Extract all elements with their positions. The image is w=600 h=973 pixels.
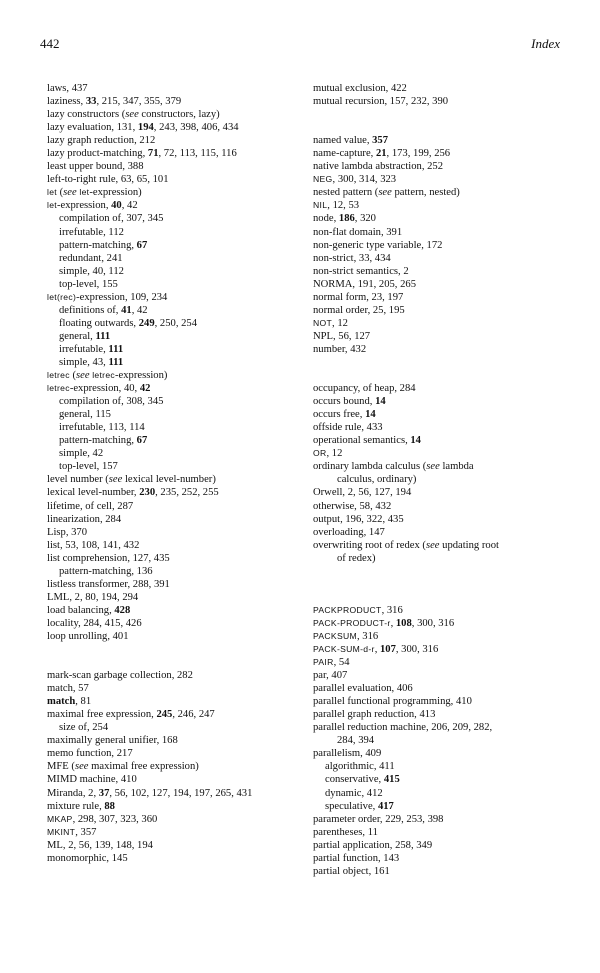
index-subentry: dynamic, 412 — [325, 787, 383, 799]
index-entry: NPL, 56, 127 — [313, 330, 371, 342]
index-entry: least upper bound, 388 — [47, 161, 144, 173]
index-entry: parameter order, 229, 253, 398 — [313, 813, 444, 825]
index-entry: MFE (see maximal free expression) — [47, 761, 199, 773]
index-entry: locality, 284, 415, 426 — [47, 617, 142, 629]
index-subentry: top-level, 157 — [59, 461, 118, 473]
index-entry: par, 407 — [313, 670, 348, 682]
index-entry: let (see let-expression) — [47, 187, 142, 199]
index-subentry: irrefutable, 113, 114 — [59, 422, 145, 434]
index-entry: partial object, 161 — [313, 865, 390, 877]
index-entry: parallel graph reduction, 413 — [313, 709, 436, 721]
index-subentry: pattern-matching, 67 — [59, 239, 148, 251]
index-entry: mark-scan garbage collection, 282 — [47, 670, 193, 682]
index-subentry: pattern-matching, 136 — [59, 565, 153, 577]
index-subentry: pattern-matching, 67 — [59, 435, 148, 447]
index-column-left — [47, 82, 312, 865]
index-entry: parallel reduction machine, 206, 209, 282, — [313, 722, 493, 734]
index-entry: non-generic type variable, 172 — [313, 239, 443, 251]
index-entry: NORMA, 191, 205, 265 — [313, 278, 416, 290]
index-entry: of redex) — [337, 552, 376, 564]
index-entry: non-flat domain, 391 — [313, 226, 403, 238]
index-subentry: general, 115 — [59, 409, 111, 421]
index-entry: lifetime, of cell, 287 — [47, 500, 134, 512]
index-entry: NEG, 300, 314, 323 — [313, 174, 397, 186]
index-entry: laws, 437 — [47, 83, 88, 94]
index-entry: occupancy, of heap, 284 — [313, 383, 416, 395]
index-entry: letrec-expression, 40, 42 — [47, 383, 151, 395]
index-entry: parentheses, 11 — [313, 826, 378, 838]
index-entry: normal form, 23, 197 — [313, 291, 404, 303]
index-entry: non-strict, 33, 434 — [313, 252, 391, 264]
index-entry: PACK-SUM-d-r, 107, 300, 316 — [313, 644, 439, 656]
index-subentry: irrefutable, 111 — [59, 343, 124, 355]
index-entry: normal order, 25, 195 — [313, 304, 405, 316]
index-entry: MKINT, 357 — [47, 826, 97, 838]
index-entry: loop unrolling, 401 — [47, 630, 129, 642]
index-entry: lazy constructors (see constructors, lazy) — [47, 109, 220, 121]
index-entry: NOT, 12 — [313, 317, 348, 329]
index-entry: Miranda, 2, 37, 56, 102, 127, 194, 197, 265, 431 — [47, 787, 253, 799]
index-entry: node, 186, 320 — [313, 213, 376, 225]
index-entry: maximal free expression, 245, 246, 247 — [47, 709, 215, 721]
index-entry: PACKPRODUCT, 316 — [313, 604, 403, 616]
index-entry: mixture rule, 88 — [47, 800, 115, 812]
index-entry: PAIR, 54 — [313, 657, 350, 669]
index-entry: output, 196, 322, 435 — [313, 513, 404, 525]
index-entry: let-expression, 40, 42 — [47, 200, 138, 212]
running-title: Index — [531, 36, 560, 51]
index-subentry: size of, 254 — [59, 722, 109, 734]
index-entry: listless transformer, 288, 391 — [47, 578, 170, 590]
index-column-right — [313, 82, 568, 878]
index-entry: operational semantics, 14 — [313, 435, 421, 447]
index-entry: Lisp, 370 — [47, 526, 88, 538]
index-entry: list, 53, 108, 141, 432 — [47, 539, 140, 551]
index-entry: mutual recursion, 157, 232, 390 — [313, 96, 449, 108]
index-subentry: floating outwards, 249, 250, 254 — [59, 317, 197, 329]
section-gap — [47, 643, 312, 669]
index-entry: offside rule, 433 — [313, 422, 383, 434]
index-entry: let(rec)-expression, 109, 234 — [47, 291, 168, 303]
index-entry: letrec (see letrec-expression) — [47, 370, 168, 382]
index-entry: lazy graph reduction, 212 — [47, 135, 156, 147]
index-entry: overloading, 147 — [313, 526, 385, 538]
index-entry: lazy evaluation, 131, 194, 243, 398, 406, 434 — [47, 122, 239, 134]
index-entry: NIL, 12, 53 — [313, 200, 360, 212]
index-entry: native lambda abstraction, 252 — [313, 161, 444, 173]
index-entry: monomorphic, 145 — [47, 852, 128, 864]
index-entry: parallel functional programming, 410 — [313, 696, 472, 708]
section-gap — [313, 108, 568, 134]
index-entry: occurs free, 14 — [313, 409, 376, 421]
index-entry: calculus, ordinary) — [337, 474, 417, 486]
index-subentry: general, 111 — [59, 330, 111, 342]
index-entry: parallel evaluation, 406 — [313, 683, 413, 695]
index-entry: lexical level-number, 230, 235, 252, 255 — [47, 487, 219, 499]
index-entry: number, 432 — [313, 343, 367, 355]
index-entry: linearization, 284 — [47, 513, 122, 525]
index-entry: MIMD machine, 410 — [47, 774, 137, 786]
index-entry: name-capture, 21, 173, 199, 256 — [313, 148, 451, 160]
index-subentry: irrefutable, 112 — [59, 226, 124, 238]
index-subentry: algorithmic, 411 — [325, 761, 395, 773]
index-entry: laziness, 33, 215, 347, 355, 379 — [47, 96, 182, 108]
section-gap — [313, 356, 568, 382]
index-subentry: compilation of, 307, 345 — [59, 213, 164, 225]
index-subentry: speculative, 417 — [325, 800, 394, 812]
index-entry: partial application, 258, 349 — [313, 839, 433, 851]
index-entry: PACK-PRODUCT-r, 108, 300, 316 — [313, 617, 455, 629]
page-header — [40, 36, 560, 56]
index-entry: mutual exclusion, 422 — [313, 83, 407, 94]
index-entry: level number (see lexical level-number) — [47, 474, 216, 486]
index-subentry: compilation of, 308, 345 — [59, 396, 164, 408]
index-entry: match, 57 — [47, 683, 89, 695]
index-entry: LML, 2, 80, 194, 294 — [47, 591, 139, 603]
index-entry: left-to-right rule, 63, 65, 101 — [47, 174, 169, 186]
index-entry: lazy product-matching, 71, 72, 113, 115, 116 — [47, 148, 237, 160]
index-subentry: redundant, 241 — [59, 252, 123, 264]
index-subentry: conservative, 415 — [325, 774, 400, 786]
index-entry: Orwell, 2, 56, 127, 194 — [313, 487, 412, 499]
index-entry: memo function, 217 — [47, 748, 133, 760]
index-entry: parallelism, 409 — [313, 748, 382, 760]
index-entry: occurs bound, 14 — [313, 396, 386, 408]
index-entry: ML, 2, 56, 139, 148, 194 — [47, 839, 153, 851]
index-subentry: simple, 42 — [59, 448, 104, 460]
section-gap — [313, 591, 568, 604]
index-entry: otherwise, 58, 432 — [313, 500, 392, 512]
index-entry: named value, 357 — [313, 135, 389, 147]
index-entry: partial function, 143 — [313, 852, 400, 864]
index-entry: nested pattern (see pattern, nested) — [313, 187, 460, 199]
index-entry: load balancing, 428 — [47, 604, 131, 616]
index-subentry: top-level, 155 — [59, 278, 118, 290]
index-entry: list comprehension, 127, 435 — [47, 552, 170, 564]
index-subentry: simple, 40, 112 — [59, 265, 124, 277]
index-subentry: definitions of, 41, 42 — [59, 304, 148, 316]
index-entry: 284, 394 — [337, 735, 375, 747]
section-gap — [313, 565, 568, 591]
index-entry: PACKSUM, 316 — [313, 630, 379, 642]
index-entry: MKAP, 298, 307, 323, 360 — [47, 813, 158, 825]
index-entry: overwriting root of redex (see updating root — [313, 539, 499, 551]
index-entry: non-strict semantics, 2 — [313, 265, 409, 277]
index-entry: OR, 12 — [313, 448, 343, 460]
index-subentry: simple, 43, 111 — [59, 356, 124, 368]
page-number: 442 — [40, 36, 60, 51]
index-entry: ordinary lambda calculus (see lambda — [313, 461, 474, 473]
index-entry: match, 81 — [47, 696, 92, 708]
index-entry: maximally general unifier, 168 — [47, 735, 178, 747]
